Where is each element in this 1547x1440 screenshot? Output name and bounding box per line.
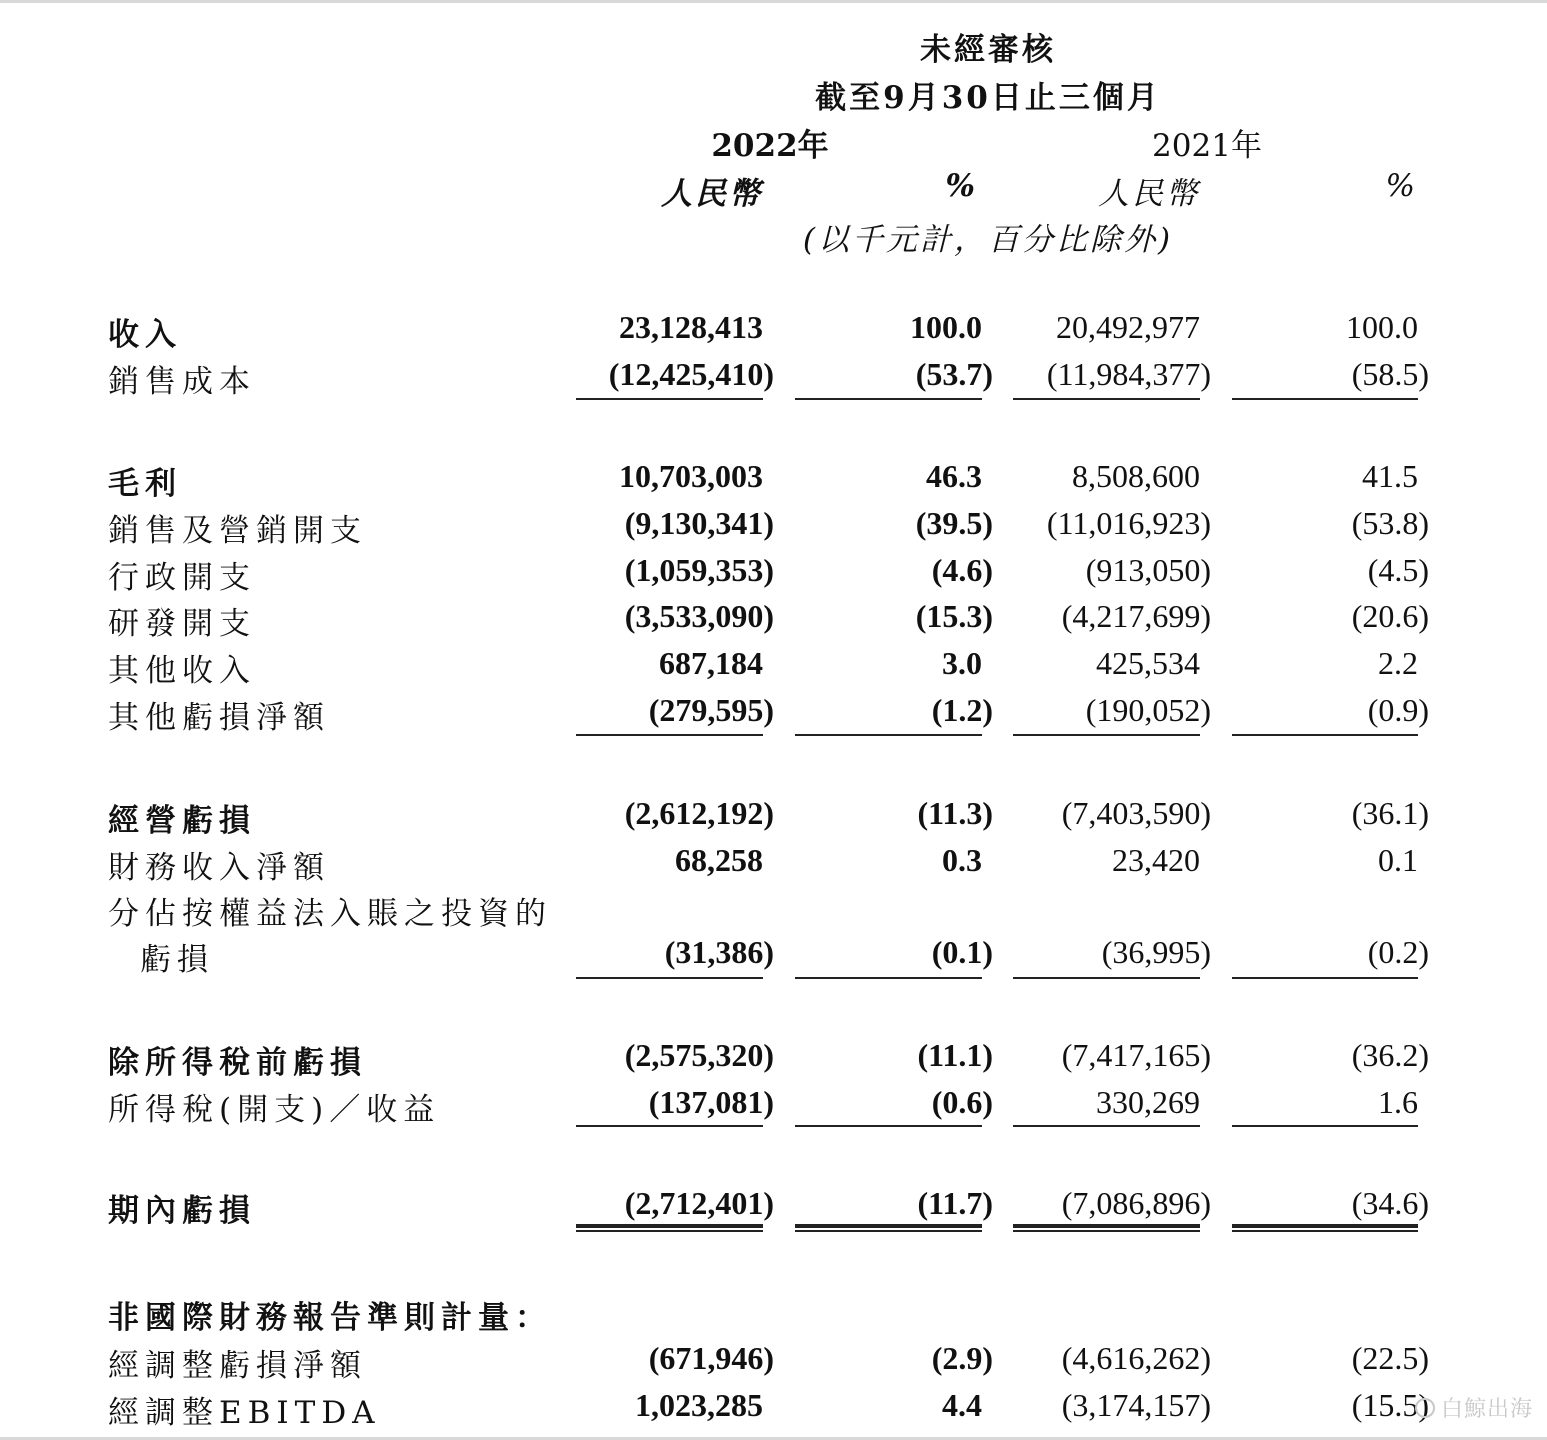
cell-pct-2021: [0, 356, 1429, 396]
cell-value: (2,612,192): [624, 795, 774, 831]
subtotal-rule: [795, 398, 982, 400]
row-label: 經調整虧損淨額: [108, 1348, 367, 1384]
subtotal-rule: [576, 398, 763, 400]
double-rule-thick: [1013, 1224, 1200, 1228]
unit-note: (以千元計，百分比除外): [802, 222, 1174, 258]
cell-value: 20,492,977: [1056, 309, 1200, 345]
cell-pct-2021: [0, 1340, 1429, 1380]
double-rule-thick: [795, 1224, 982, 1228]
cell-pct-2021: [0, 842, 1418, 882]
cell-pct-2021: [0, 458, 1418, 498]
double-rule-thin: [795, 1230, 982, 1232]
cell-value: (36,995): [1101, 934, 1211, 970]
cell-pct-2021: [0, 1037, 1429, 1077]
subtotal-rule: [1232, 734, 1418, 736]
cell-value: (4.5): [1367, 552, 1429, 588]
cell-pct-2021: [0, 309, 1418, 349]
cell-value: 23,420: [1112, 842, 1200, 878]
cell-value: (279,595): [648, 692, 774, 728]
cell-value: (7,086,896): [1061, 1185, 1211, 1221]
total-double-rule: [1013, 1224, 1200, 1232]
row-label: 期內虧損: [108, 1193, 256, 1229]
cell-value: (4.6): [931, 552, 993, 588]
row-label: 行政開支: [108, 560, 256, 596]
watermark-text: 白鯨出海: [1440, 1397, 1533, 1422]
row-label: 非國際財務報告準則計量：: [108, 1300, 552, 1336]
cell-value: (3,533,090): [624, 598, 774, 634]
cell-value: (22.5): [1351, 1340, 1429, 1376]
subtotal-rule: [576, 977, 763, 979]
subtotal-rule: [1013, 734, 1200, 736]
cell-value: (20.6): [1351, 598, 1429, 634]
year-prior-heading: 2021年: [1152, 128, 1262, 164]
cell-value: (4,616,262): [1061, 1340, 1211, 1376]
subtotal-rule: [1013, 398, 1200, 400]
cell-value: (9,130,341): [624, 505, 774, 541]
currency-prior-heading: 人民幣: [1098, 176, 1200, 212]
cell-value: (1.2): [931, 692, 993, 728]
pct-prior-heading: %: [1385, 168, 1418, 204]
row-label: 其他收入: [108, 653, 256, 689]
double-rule-thick: [1232, 1224, 1418, 1228]
cell-value: 10,703,003: [619, 458, 763, 494]
cell-pct-2021: [0, 552, 1429, 592]
subtotal-rule: [795, 1125, 982, 1127]
row-label: 收入: [108, 317, 182, 353]
row-label: 財務收入淨額: [108, 850, 330, 886]
cell-pct-2021: [0, 1387, 1429, 1427]
cell-value: (11,984,377): [1046, 356, 1211, 392]
audit-heading: 未經審核: [920, 32, 1056, 68]
cell-value: (7,417,165): [1061, 1037, 1211, 1073]
cell-value: (36.2): [1351, 1037, 1429, 1073]
cell-value: (0.1): [931, 934, 993, 970]
cell-value: (12,425,410): [608, 356, 774, 392]
cell-pct-2021: [0, 1185, 1429, 1225]
row-label: 所得稅(開支)／收益: [108, 1092, 441, 1128]
row-label: 研發開支: [108, 606, 256, 642]
period-heading: 截至9月30日止三個月: [815, 80, 1161, 116]
year-current-heading: 2022年: [711, 128, 829, 164]
cell-pct-2021: [0, 645, 1418, 685]
cell-value: (3,174,157): [1061, 1387, 1211, 1423]
cell-value: (2,575,320): [624, 1037, 774, 1073]
cell-value: (39.5): [915, 505, 993, 541]
row-label: 經調整EBITDA: [108, 1395, 381, 1431]
cell-value: 2.2: [1378, 645, 1418, 681]
cell-value: (0.9): [1367, 692, 1429, 728]
cell-value: (58.5): [1351, 356, 1429, 392]
cell-value: (11,016,923): [1046, 505, 1211, 541]
row-label: 分佔按權益法入賬之投資的: [108, 896, 552, 932]
cell-value: (34.6): [1351, 1185, 1429, 1221]
double-rule-thin: [1013, 1230, 1200, 1232]
cell-pct-2021: [0, 692, 1429, 732]
cell-value: 687,184: [659, 645, 763, 681]
cell-value: (671,946): [648, 1340, 774, 1376]
subtotal-rule: [1013, 1125, 1200, 1127]
row-label: 經營虧損: [108, 803, 256, 839]
double-rule-thin: [576, 1230, 763, 1232]
cell-value: (2,712,401): [624, 1185, 774, 1221]
double-rule-thick: [576, 1224, 763, 1228]
cell-value: (7,403,590): [1061, 795, 1211, 831]
cell-value: 100.0: [1346, 309, 1418, 345]
subtotal-rule: [795, 734, 982, 736]
subtotal-rule: [1232, 977, 1418, 979]
total-double-rule: [795, 1224, 982, 1232]
subtotal-rule: [795, 977, 982, 979]
pct-current-heading: %: [945, 168, 978, 204]
cell-value: (53.8): [1351, 505, 1429, 541]
cell-value: 68,258: [675, 842, 763, 878]
currency-current-heading: 人民幣: [661, 176, 763, 212]
cell-value: (1,059,353): [624, 552, 774, 588]
cell-value: 8,508,600: [1072, 458, 1200, 494]
cell-pct-2021: [0, 505, 1429, 545]
cell-value: (31,386): [664, 934, 774, 970]
top-border: [0, 0, 1547, 3]
double-rule-thin: [1232, 1230, 1418, 1232]
cell-value: (137,081): [648, 1084, 774, 1120]
subtotal-rule: [1232, 1125, 1418, 1127]
watermark: [1415, 1392, 1533, 1423]
cell-value: (11.7): [917, 1185, 993, 1221]
cell-value: 0.1: [1378, 842, 1418, 878]
cell-value: (0.2): [1367, 934, 1429, 970]
row-label: 除所得稅前虧損: [108, 1045, 367, 1081]
subtotal-rule: [576, 1125, 763, 1127]
cell-value: (11.1): [917, 1037, 993, 1073]
cell-value: 425,534: [1096, 645, 1200, 681]
cell-value: 41.5: [1362, 458, 1418, 494]
cell-value: (913,050): [1085, 552, 1211, 588]
cell-value: 4.4: [942, 1387, 982, 1423]
cell-value: (53.7): [915, 356, 993, 392]
cell-value: (15.3): [915, 598, 993, 634]
cell-value: (4,217,699): [1061, 598, 1211, 634]
cell-value: (2.9): [931, 1340, 993, 1376]
cell-value: (36.1): [1351, 795, 1429, 831]
subtotal-rule: [1232, 398, 1418, 400]
cell-value: (0.6): [931, 1084, 993, 1120]
cell-value: 0.3: [942, 842, 982, 878]
cell-value: 330,269: [1096, 1084, 1200, 1120]
cell-pct-2021: [0, 1084, 1418, 1124]
row-label: 銷售成本: [108, 364, 256, 400]
total-double-rule: [576, 1224, 763, 1232]
subtotal-rule: [576, 734, 763, 736]
row-label: 銷售及營銷開支: [108, 513, 367, 549]
cell-value: (190,052): [1085, 692, 1211, 728]
cell-value: 23,128,413: [619, 309, 763, 345]
row-label: 其他虧損淨額: [108, 700, 330, 736]
cell-value: (11.3): [917, 795, 993, 831]
cell-value: (15.5): [1351, 1387, 1429, 1423]
cell-value: 1,023,285: [635, 1387, 763, 1423]
total-double-rule: [1232, 1224, 1418, 1232]
row-label-continued: 虧損: [140, 942, 214, 978]
whale-logo-icon: [1415, 1398, 1435, 1418]
cell-value: 100.0: [910, 309, 982, 345]
cell-pct-2021: [0, 795, 1429, 835]
subtotal-rule: [1013, 977, 1200, 979]
cell-value: 1.6: [1378, 1084, 1418, 1120]
cell-value: 46.3: [926, 458, 982, 494]
cell-value: 3.0: [942, 645, 982, 681]
cell-pct-2021: [0, 598, 1429, 638]
cell-pct-2021: [0, 934, 1429, 974]
row-label: 毛利: [108, 466, 182, 502]
